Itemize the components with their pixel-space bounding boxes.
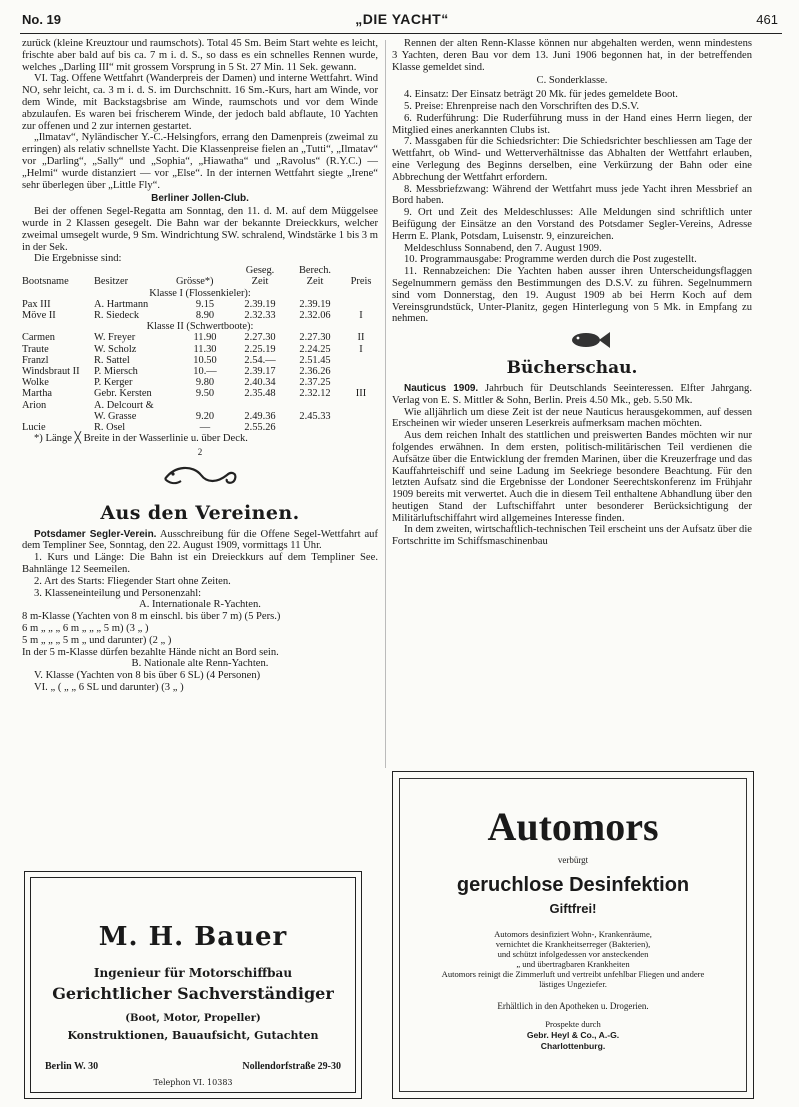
ad-body-line: vernichtet die Krankheitserreger (Bakterien), bbox=[495, 939, 651, 949]
table-cell: 8.90 bbox=[195, 309, 215, 321]
table-cell: 2.40.34 bbox=[244, 377, 276, 389]
ad-line: Gerichtlicher Sachverständiger bbox=[52, 984, 334, 1003]
table-header-cell: Grösse*) bbox=[176, 276, 214, 288]
list-item: 5. Preise: Ehrenpreise nach den Vorschriften des D.S.V. bbox=[404, 100, 640, 112]
table-cell: I bbox=[359, 343, 363, 355]
ad-body-line: „ und übertragbaren Krankheiten bbox=[516, 959, 630, 969]
class-label: Klasse II (Schwertboote): bbox=[146, 321, 254, 333]
paragraph: Aus dem reichen Inhalt des stattlichen und preiswerten Bandes möchten wir nur folgendes erwähnen. In dem ersten, politisch-militärischen Teil verdienen die Aufsätze über die Entwicklung der fremden Marinen, über die Kreuzerfrage und das Kauffahrteischiff und seine Ladung im Seekriege besondere Beachtung. Für den letzten Aufsatz sind die Ergebnisse der Londoner Seerechtskonferenz im Frühjahr 1909 bereits mit verwertet. Auch die in diesem Teil enthaltene Abhandlung über den heutigen Stand der Luftschiffahrt unter besonderer Berücksichtigung der Militärluftschiffahrt wird allgemeines Interesse finden. bbox=[392, 430, 752, 524]
table-cell bbox=[176, 400, 234, 411]
left-column bbox=[22, 38, 378, 694]
table-cell bbox=[286, 422, 344, 433]
table-row bbox=[22, 299, 378, 310]
table-cell: 2.39.19 bbox=[299, 298, 331, 310]
table-header-cell bbox=[344, 265, 378, 276]
table-row bbox=[22, 400, 378, 411]
right-column bbox=[392, 38, 752, 548]
table-row bbox=[22, 332, 378, 343]
ad-street: Nollendorfstraße 29-30 bbox=[242, 1061, 341, 1072]
table-cell bbox=[344, 411, 378, 422]
class-line: VI. „ ( „ „ 6 SL und darunter) (3 „ ) bbox=[34, 681, 184, 693]
separator-number: 2 bbox=[197, 446, 203, 457]
table-header-cell: Geseg. bbox=[245, 265, 275, 277]
ad-city: Berlin W. 30 bbox=[45, 1061, 99, 1072]
books-title: Bücherschau. bbox=[506, 357, 638, 378]
dolphin-ornament bbox=[22, 461, 378, 497]
table-cell: 2.36.26 bbox=[299, 365, 331, 377]
table-cell: Franzl bbox=[22, 354, 49, 366]
table-cell: Pax III bbox=[22, 298, 51, 310]
table-cell: 2.55.26 bbox=[244, 421, 276, 433]
table-cell: 2.32.06 bbox=[299, 309, 331, 321]
table-cell: — bbox=[199, 421, 211, 433]
ad-name: M. H. Bauer bbox=[98, 922, 288, 952]
book-info: Jahrbuch für Deutschlands Seeinteressen. Elfter Jahrgang. Verlag von E. S. Mittler & Sohn, Berlin. Preis 4.50 Mk., geb. 5.50 Mk. bbox=[392, 382, 752, 406]
table-cell: III bbox=[355, 388, 367, 400]
table-cell: R. Sattel bbox=[94, 354, 130, 366]
table-cell bbox=[344, 355, 378, 366]
page-header bbox=[22, 10, 782, 32]
subheading: C. Sonderklasse. bbox=[536, 75, 608, 87]
paragraph bbox=[392, 383, 752, 407]
table-cell: Gebr. Kersten bbox=[94, 388, 152, 400]
class-1-rows bbox=[22, 299, 378, 321]
class-2-rows bbox=[22, 332, 378, 433]
fish-ornament bbox=[392, 329, 752, 355]
class-line: 8 m-Klasse (Yachten von 8 m einschl. bis über 7 m) (5 Pers.) bbox=[22, 611, 281, 623]
ad-body bbox=[430, 929, 716, 989]
table-cell: 2.25.19 bbox=[244, 343, 276, 355]
table-cell: 2.27.30 bbox=[299, 332, 331, 344]
paragraph bbox=[22, 529, 378, 553]
table-header-cell bbox=[94, 265, 176, 276]
paragraph: Wie alljährlich um diese Zeit ist der neue Nauticus herausgekommen, auf dessen Erscheinen wir wieder unseren Leserkreis aufmerksam machen möchten. bbox=[392, 406, 752, 430]
list-item: 8. Messbriefzwang: Während der Wettfahrt muss jede Yacht ihren Messbrief an Bord haben. bbox=[392, 183, 752, 207]
table-header-cell bbox=[176, 265, 234, 276]
class-line: In der 5 m-Klasse dürfen bezahlte Hände nicht an Bord sein. bbox=[22, 646, 279, 658]
ad-brand: Automors bbox=[487, 804, 659, 849]
table-cell bbox=[22, 411, 94, 422]
club-heading: Berliner Jollen-Club. bbox=[151, 193, 249, 205]
ad-headline: geruchlose Desinfektion bbox=[456, 874, 690, 896]
table-cell: P. Kerger bbox=[94, 377, 133, 389]
ad-line: Konstruktionen, Bauaufsicht, Gutachten bbox=[67, 1029, 319, 1042]
table-cell: Lucie bbox=[22, 421, 46, 433]
table-cell: 9.80 bbox=[195, 377, 215, 389]
table-cell: 2.39.19 bbox=[244, 298, 276, 310]
paragraph: VI. Tag. Offene Wettfahrt (Wanderpreis der Damen) und interne Wettfahrt. Wind NO, sehr leicht, ca. 3 m i. d. S. im Durchschnitt. 16 Sm.-Kurs, hart am Winde, vor dem Winde, mit Backstagsbrise am Winde, raumschots und vor dem Winde abzulaufen. Es waren bei frischerem Winde, der jedoch bald abflaute, 10 Yachten zur offenen und 2 zur internen gestartet. bbox=[22, 73, 378, 132]
list-item: 3. Klasseneinteilung und Personenzahl: bbox=[34, 587, 202, 599]
table-cell: W. Scholz bbox=[94, 343, 137, 355]
paragraph: Rennen der alten Renn-Klasse können nur abgehalten werden, wenn mindestens 3 Yachten, deren Bau vor dem 13. Juni 1906 begonnen hat, in der betreffenden Klasse gemeldet sind. bbox=[392, 38, 752, 73]
ad-city: Charlottenburg. bbox=[540, 1041, 606, 1051]
table-cell: 10.— bbox=[193, 365, 217, 377]
list-item: 7. Massgaben für die Schiedsrichter: Die Schiedsrichter beschliessen am Tage der Wettfahrt, ob Wind- und Wetterverhältnisse das Abhalten der Wettfahrt erlauben, eine Verlegung des Beginns derselben, eine Verkürzung der Bahn oder eine Abbrechung der Wettfahrt erfordern. bbox=[392, 136, 752, 183]
table-row bbox=[22, 388, 378, 399]
ad-body-line: Automors desinfiziert Wohn-, Krankenräume, bbox=[494, 929, 652, 939]
table-cell: 2.37.25 bbox=[299, 377, 331, 389]
table-cell: 2.45.33 bbox=[299, 410, 331, 422]
paragraph: In dem zweiten, wirtschaftlich-technischen Teil erscheint uns der Aufsatz über die Fortschritte im Schiffsmaschinenbau bbox=[392, 524, 752, 548]
table-row bbox=[22, 355, 378, 366]
table-cell: Traute bbox=[22, 343, 49, 355]
table-header-row bbox=[22, 265, 378, 276]
table-cell: 9.20 bbox=[195, 410, 215, 422]
table-header-cell: Bootsname bbox=[22, 276, 69, 288]
ad-body-line: Automors reinigt die Zimmerluft und vertreibt unfehlbar Fliegen und andere lästiges Ungeziefer. bbox=[441, 969, 705, 989]
list-item: 9. Ort und Zeit des Meldeschlusses: Alle Meldungen sind schriftlich unter Beifügung der Einsätze an den Vorstand des Potsdamer Segler-Vereins, Adresse Herrn E. Plank, Potsdam, Luisenstr. 9, einzureichen. bbox=[392, 207, 752, 242]
issue-number: No. 19 bbox=[22, 12, 62, 27]
club-text: Ausschreibung für die Offene Segel-Wettfahrt auf dem Templiner See, Sonntag, den 22. August 1909, vormittags 11 Uhr. bbox=[22, 528, 378, 552]
table-cell: Martha bbox=[22, 388, 53, 400]
list-item: 11. Rennabzeichen: Die Yachten haben ausser ihren Unterscheidungsflaggen Segelnummern gemäss den Bestimmungen des D.S.V. zu führen. Segelnummern sind vom Donnerstag, den 19. August 1909 ab bei Herrn Koch auf dem Vereinsgrundstück, Unter-Planitz, gegen Hinterlegung von 5 Mk. in Empfang zu nehmen. bbox=[392, 266, 752, 325]
column-divider bbox=[385, 40, 386, 768]
table-cell: R. Osel bbox=[94, 421, 126, 433]
table-cell: Wolke bbox=[22, 377, 49, 389]
class-line: 6 m „ „ „ 6 m „ „ „ 5 m) (3 „ ) bbox=[22, 622, 149, 634]
table-row bbox=[22, 344, 378, 355]
table-row bbox=[22, 377, 378, 388]
table-cell: 2.35.48 bbox=[244, 388, 276, 400]
paragraph: Bei der offenen Segel-Regatta am Sonntag, den 11. d. M. auf dem Müggelsee wurde in 2 Klassen gesegelt. Die Bahn war der bekannte Dreieckkurs, welcher zweimal umsegelt wurde, 9 Sm. Windrichtung SW. schralend, Windstärke 1 bis 3 m in der Sek. bbox=[22, 206, 378, 253]
table-header-cell: Besitzer bbox=[94, 276, 129, 288]
ad-line: Ingenieur für Motorschiffbau bbox=[93, 966, 293, 980]
table-header-cell bbox=[22, 265, 94, 276]
table-cell bbox=[344, 377, 378, 388]
ad-frame bbox=[30, 877, 356, 1093]
table-cell: 2.49.36 bbox=[244, 410, 276, 422]
ad-sub: Giftfrei! bbox=[549, 901, 597, 916]
results-table bbox=[22, 265, 378, 433]
table-header-cell: Preis bbox=[350, 276, 372, 288]
class-line: 5 m „ „ „ 5 m „ und darunter) (2 „ ) bbox=[22, 634, 172, 646]
list-item: 2. Art des Starts: Fliegender Start ohne Zeiten. bbox=[34, 575, 231, 587]
table-cell: 9.15 bbox=[195, 298, 215, 310]
class-line: V. Klasse (Yachten von 8 bis über 6 SL) (4 Personen) bbox=[34, 670, 261, 682]
section-title: Aus den Vereinen. bbox=[100, 501, 300, 524]
table-cell: 11.30 bbox=[193, 343, 217, 355]
ad-company: Gebr. Heyl & Co., A.-G. bbox=[526, 1030, 620, 1040]
paragraph: „Ilmatav“, Nyländischer Y.-C.-Helsingfors, errang den Damenpreis (zweimal zu erringen) als relativ schnellste Yacht. Die Klassenpreise fielen an „Tutti“, „Ilmatav“ vor „Darling“, „Sally“ und „Sophia“, „Hiawatha“ und „Ravolus“ (R.Y.C.) — „Helmi“ wurde distanziert — vor „Else“. In der internen Wettfahrt siegte „Irene“ sehr überlegen über „Little Fly“. bbox=[22, 132, 378, 191]
class-label: Klasse I (Flossenkieler): bbox=[149, 287, 251, 299]
table-cell bbox=[234, 400, 286, 411]
table-cell: 2.32.12 bbox=[299, 388, 331, 400]
rules-list bbox=[392, 89, 752, 325]
subheading: A. Internationale R-Yachten. bbox=[139, 599, 261, 611]
table-cell: II bbox=[357, 332, 365, 344]
ad-phone: Telephon VI. 10383 bbox=[153, 1078, 233, 1087]
advertisement-bauer bbox=[24, 871, 362, 1099]
table-header-cell: Berech. bbox=[298, 265, 332, 277]
subheading: B. Nationale alte Renn-Yachten. bbox=[131, 658, 269, 670]
table-header-cell: Zeit bbox=[251, 276, 269, 288]
table-row bbox=[22, 422, 378, 433]
club-lead: Potsdamer Segler-Verein. bbox=[34, 528, 157, 540]
table-cell: W. Freyer bbox=[94, 332, 136, 344]
table-cell: 2.51.45 bbox=[299, 354, 331, 366]
ad-line: (Boot, Motor, Propeller) bbox=[125, 1013, 261, 1024]
table-cell: I bbox=[359, 309, 363, 321]
table-cell bbox=[344, 366, 378, 377]
advertisement-automors bbox=[392, 771, 754, 1099]
table-cell: Möve II bbox=[22, 309, 56, 321]
list-item: 4. Einsatz: Der Einsatz beträgt 20 Mk. für jedes gemeldete Boot. bbox=[404, 89, 678, 101]
table-cell: A. Delcourt & bbox=[94, 399, 154, 411]
table-row bbox=[22, 411, 378, 422]
table-cell: W. Grasse bbox=[94, 410, 137, 422]
table-cell bbox=[286, 400, 344, 411]
table-cell: 2.54.— bbox=[244, 354, 276, 366]
table-cell: 11.90 bbox=[193, 332, 217, 344]
table-cell: R. Siedeck bbox=[94, 309, 140, 321]
ad-guarantee: verbürgt bbox=[557, 855, 589, 865]
table-header-row bbox=[22, 276, 378, 287]
table-cell: 2.24.25 bbox=[299, 343, 331, 355]
ad-prospect: Prospekte durch bbox=[545, 1019, 601, 1029]
table-cell: Arion bbox=[22, 399, 47, 411]
list-item: Meldeschluss Sonnabend, den 7. August 1909. bbox=[404, 242, 602, 254]
list-item: 10. Programmausgabe: Programme werden durch die Post zugestellt. bbox=[404, 254, 697, 266]
table-cell: 2.27.30 bbox=[244, 332, 276, 344]
book-title: Nauticus 1909. bbox=[404, 382, 479, 394]
table-cell: 2.32.33 bbox=[244, 309, 276, 321]
page-number: 461 bbox=[756, 12, 778, 27]
ad-availability: Erhältlich in den Apotheken u. Drogerien. bbox=[497, 1001, 649, 1011]
list-item: 1. Kurs und Länge: Die Bahn ist ein Dreieckkurs auf dem Templiner See. Bahnlänge 12 Seemeilen. bbox=[22, 552, 378, 575]
table-cell: 10.50 bbox=[193, 354, 217, 366]
table-cell: 2.39.17 bbox=[244, 365, 276, 377]
table-cell bbox=[344, 422, 378, 433]
results-intro: Die Ergebnisse sind: bbox=[34, 253, 122, 265]
table-cell: Carmen bbox=[22, 332, 55, 344]
table-row bbox=[22, 310, 378, 321]
table-cell: Windsbraut II bbox=[22, 365, 80, 377]
table-cell: P. Miersch bbox=[94, 365, 138, 377]
journal-title: „DIE YACHT“ bbox=[355, 11, 449, 27]
table-cell: 9.50 bbox=[195, 388, 215, 400]
ad-body-line: und schützt infolgedessen vor ansteckenden bbox=[497, 949, 649, 959]
table-cell bbox=[344, 299, 378, 310]
list-item: 6. Ruderführung: Die Ruderführung muss in der Hand eines Herrn liegen, der Mitglied eines anerkannten Clubs ist. bbox=[392, 112, 752, 136]
header-rule bbox=[20, 33, 782, 34]
table-row bbox=[22, 366, 378, 377]
table-cell: A. Hartmann bbox=[94, 298, 149, 310]
table-cell bbox=[344, 400, 378, 411]
paragraph: zurück (kleine Kreuztour und raumschots). Total 45 Sm. Beim Start wehte es leicht, frischte aber bald auf bis ca. 7 m i. d. S., so dass es ein schnelles Rennen wurde, welches „Darling III“ mit grossem Vorsprung in 5 St. 27 Min. 11 Sek. gewann. bbox=[22, 38, 378, 73]
ad-frame bbox=[399, 778, 747, 1092]
table-footnote: *) Länge ╳ Breite in der Wasserlinie u. über Deck. bbox=[34, 433, 248, 445]
table-header-cell: Zeit bbox=[306, 276, 324, 288]
